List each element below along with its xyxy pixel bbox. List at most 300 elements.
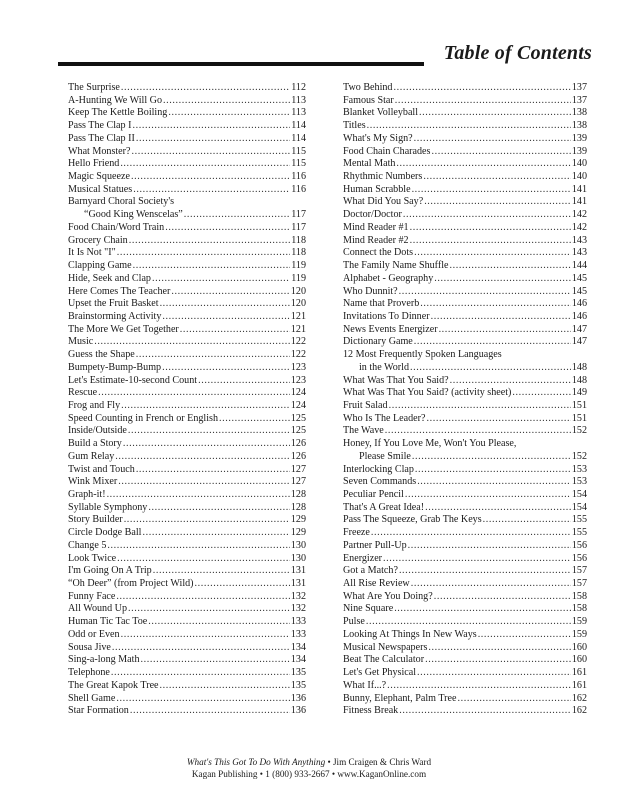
toc-entry-title: Change 5 [68, 539, 107, 551]
dot-leader [136, 464, 290, 477]
toc-entry [68, 324, 306, 337]
toc-entry-title: Keep The Kettle Boiling [68, 107, 168, 119]
toc-entry-page: 147 [571, 336, 587, 348]
dot-leader [198, 375, 290, 388]
dot-leader [428, 642, 570, 655]
dot-leader [130, 705, 290, 718]
toc-entry-page: 135 [290, 667, 306, 679]
toc-entry-page: 139 [571, 145, 587, 157]
toc-entry-title: All Wound Up [68, 603, 128, 615]
toc-entry-page: 140 [571, 158, 587, 170]
toc-entry [68, 196, 306, 209]
dot-leader [399, 705, 571, 718]
toc-entry-page: 113 [291, 107, 306, 119]
dot-leader [417, 667, 571, 680]
toc-entry-page: 138 [571, 107, 587, 119]
toc-entry-page: 152 [571, 425, 587, 437]
toc-entry-title: Musical Newspapers [343, 641, 428, 653]
dot-leader [412, 451, 571, 464]
dot-leader [121, 629, 290, 642]
dot-leader [136, 133, 290, 146]
toc-entry [343, 133, 587, 146]
toc-entry-title: The More We Get Together [68, 323, 179, 335]
toc-entry-page: 139 [571, 132, 587, 144]
toc-entry-title: Human Tic Tac Toe [68, 616, 148, 628]
dot-leader [410, 222, 571, 235]
toc-entry [343, 527, 587, 540]
toc-entry-title: What If...? [343, 679, 387, 691]
dot-leader [219, 413, 290, 426]
toc-entry [68, 438, 306, 451]
toc-entry-title: Barnyard Choral Society's [68, 196, 175, 208]
toc-entry [343, 693, 587, 706]
toc-entry-page: 112 [291, 82, 306, 93]
toc-entry [343, 514, 587, 527]
toc-entry-title: Invitations To Dinner [343, 310, 430, 322]
toc-entry [68, 603, 306, 616]
toc-entry-page: 134 [290, 641, 306, 653]
dot-leader [425, 502, 571, 515]
toc-entry [68, 616, 306, 629]
toc-entry-title: Blanket Volleyball [343, 107, 419, 119]
toc-entry [343, 349, 587, 362]
toc-entry-title: Peculiar Pencil [343, 489, 404, 500]
dot-leader [111, 667, 290, 680]
toc-entry-page: 135 [290, 679, 306, 691]
toc-entry-page: 131 [290, 578, 306, 590]
toc-entry [68, 642, 306, 655]
toc-entry [68, 578, 306, 591]
toc-entry [343, 476, 587, 489]
toc-entry-title: Clapping Game [68, 260, 132, 272]
toc-entry [68, 273, 306, 286]
toc-entry-title: It Is Not "I" [68, 247, 116, 259]
toc-entry [68, 311, 306, 324]
toc-entry [68, 260, 306, 273]
toc-entry-title: Musical Statues [68, 183, 133, 195]
toc-entry-page: 162 [571, 705, 587, 717]
toc-entry-page: 127 [290, 463, 306, 475]
toc-entry [343, 565, 587, 578]
toc-entry-title: Bunny, Elephant, Palm Tree [343, 692, 457, 704]
toc-entry [343, 95, 587, 108]
toc-entry [68, 476, 306, 489]
toc-entry-page: 133 [290, 628, 306, 640]
dot-leader [160, 298, 290, 311]
toc-entry-title: Fitness Break [343, 705, 399, 717]
toc-entry-title: Story Builder [68, 514, 123, 526]
toc-entry-title: Let's Estimate-10-second Count [68, 374, 198, 386]
dot-leader [403, 209, 571, 222]
toc-entry-page: 152 [571, 450, 587, 462]
toc-entry [68, 387, 306, 400]
toc-entry-title: Name that Proverb [343, 298, 420, 310]
toc-entry-title: Pass The Clap II [68, 132, 135, 144]
toc-entry-title: Twist and Touch [68, 463, 135, 475]
toc-entry-title: Freeze [343, 527, 370, 539]
toc-entry-title: Alphabet - Geography [343, 272, 434, 284]
toc-entry-page: 148 [571, 374, 587, 386]
toc-entry [343, 209, 587, 222]
toc-entry-title: Dictionary Game [343, 336, 413, 348]
dot-leader [415, 464, 571, 477]
toc-entry [343, 107, 587, 120]
toc-entry-title: Who Is The Leader? [343, 412, 426, 424]
toc-entry [68, 184, 306, 197]
footer-credits [0, 756, 618, 768]
toc-entry-title: Bumpety-Bump-Bump [68, 361, 162, 373]
toc-entry-title: Shell Game [68, 692, 116, 704]
toc-entry-title: Looking At Things In New Ways [343, 628, 477, 640]
toc-entry-title: Doctor/Doctor [343, 209, 402, 221]
toc-entry-title: Mind Reader #1 [343, 221, 409, 233]
dot-leader [410, 235, 571, 248]
toc-entry [68, 209, 306, 222]
toc-entry-page: 142 [571, 221, 587, 233]
toc-entry-page: 131 [290, 565, 306, 577]
dot-leader [512, 387, 570, 400]
dot-leader [171, 286, 290, 299]
toc-entry-page: 160 [571, 641, 587, 653]
dot-leader [450, 260, 571, 273]
dot-leader [457, 693, 570, 706]
dot-leader [131, 171, 290, 184]
toc-entry-page: 114 [291, 132, 306, 144]
dot-leader [434, 591, 571, 604]
toc-entry [343, 451, 587, 464]
toc-entry [68, 298, 306, 311]
toc-entry-page: 155 [571, 527, 587, 539]
dot-leader [142, 527, 289, 540]
toc-entry-page: 143 [571, 247, 587, 259]
toc-entry [343, 489, 587, 502]
toc-entry-page: 155 [571, 514, 587, 526]
toc-entry-title: Sousa Jive [68, 641, 111, 653]
toc-entry-title: The Surprise [68, 82, 120, 93]
toc-entry-page: 157 [571, 565, 587, 577]
dot-leader [184, 209, 290, 222]
dot-leader [107, 489, 290, 502]
dot-leader [423, 171, 571, 184]
dot-leader [195, 578, 290, 591]
dot-leader [132, 120, 290, 133]
toc-entry [68, 540, 306, 553]
dot-leader [389, 400, 571, 413]
toc-entry-page: 121 [290, 310, 306, 322]
dot-leader [117, 247, 290, 260]
toc-entry-title: Two Behind [343, 82, 393, 93]
footer-authors: • Jim Craigen & Chris Ward [325, 757, 432, 767]
toc-entry-title: Graph-it! [68, 489, 106, 500]
dot-leader [120, 158, 290, 171]
toc-entry-page: 156 [571, 539, 587, 551]
toc-entry-page: 115 [291, 158, 306, 170]
toc-entry-title: Grocery Chain [68, 234, 128, 246]
toc-entry [68, 489, 306, 502]
toc-entry-page: 153 [571, 476, 587, 488]
toc-entry-title: Brainstorming Activity [68, 310, 162, 322]
toc-entry-page: 137 [571, 82, 587, 93]
toc-entry [343, 184, 587, 197]
dot-leader [367, 120, 571, 133]
toc-entry [68, 362, 306, 375]
toc-entry [343, 425, 587, 438]
toc-entry-title: Rescue [68, 387, 98, 399]
dot-leader [419, 107, 571, 120]
toc-entry-title: What Did You Say? [343, 196, 424, 208]
toc-entry-page: 147 [571, 323, 587, 335]
toc-entry [343, 540, 587, 553]
dot-leader [162, 362, 290, 375]
toc-entry-page: 158 [571, 603, 587, 615]
toc-entry-page: 161 [571, 679, 587, 691]
toc-entry-page: 146 [571, 310, 587, 322]
toc-entry [68, 400, 306, 413]
toc-entry-title: Pulse [343, 616, 365, 628]
dot-leader [450, 375, 571, 388]
dot-leader [121, 82, 290, 95]
toc-entry-title: The Wave [343, 425, 384, 437]
toc-entry [343, 120, 587, 133]
toc-entry-page: 120 [290, 298, 306, 310]
toc-entry [343, 298, 587, 311]
toc-entry-page: 126 [290, 450, 306, 462]
toc-entry-page: 140 [571, 171, 587, 183]
toc-entry-title: Telephone [68, 667, 110, 679]
toc-entry [68, 680, 306, 693]
dot-leader [133, 184, 290, 197]
toc-entry [68, 654, 306, 667]
toc-entry [68, 705, 306, 718]
toc-entry-page: 142 [571, 209, 587, 221]
toc-entry-page: 132 [290, 590, 306, 602]
toc-entry-title: What Are You Doing? [343, 590, 433, 602]
toc-entry [68, 171, 306, 184]
toc-entry-title: Star Formation [68, 705, 129, 717]
dot-leader [116, 591, 289, 604]
toc-entry [343, 464, 587, 477]
toc-entry [343, 680, 587, 693]
dot-leader [414, 247, 571, 260]
toc-entry [68, 629, 306, 642]
toc-entry-title: All Rise Review [343, 578, 410, 590]
toc-entry-page: 133 [290, 616, 306, 628]
dot-leader [431, 146, 570, 159]
toc-entry-title: Hide, Seek and Clap [68, 272, 151, 284]
dot-leader [395, 95, 571, 108]
dot-leader [439, 324, 571, 337]
toc-entry [68, 349, 306, 362]
dot-leader [478, 629, 571, 642]
toc-entry-title: Speed Counting in French or English [68, 412, 218, 424]
dot-leader [94, 336, 290, 349]
toc-entry [343, 591, 587, 604]
dot-leader [153, 565, 290, 578]
toc-entry-page: 116 [291, 171, 306, 183]
toc-entry [68, 425, 306, 438]
page-title: Table of Contents [443, 42, 592, 64]
toc-entry [68, 502, 306, 515]
toc-entry-title: Rhythmic Numbers [343, 171, 423, 183]
dot-leader [434, 273, 571, 286]
toc-entry-title: in the World [359, 361, 410, 373]
toc-entry-page: 129 [290, 514, 306, 526]
dot-leader [124, 514, 290, 527]
dot-leader [118, 476, 290, 489]
toc-entry-title: Interlocking Clap [343, 463, 414, 475]
dot-leader [128, 425, 290, 438]
toc-entry-page: 138 [571, 120, 587, 132]
toc-entry-title: Titles [343, 120, 366, 132]
toc-entry-title: Frog and Fly [68, 399, 121, 411]
toc-entry-title: Look Twice [68, 552, 117, 564]
toc-entry-title: Hello Friend [68, 158, 120, 170]
toc-entry-title: Circle Dodge Ball [68, 527, 142, 539]
dot-leader [129, 235, 291, 248]
dot-leader [163, 95, 290, 108]
toc-entry-title: Who Dunnit? [343, 285, 398, 297]
toc-entry-page: 119 [291, 272, 306, 284]
dot-leader [148, 616, 290, 629]
toc-entry-title: Honey, If You Love Me, Won't You Please, [343, 438, 517, 450]
dot-leader [165, 222, 290, 235]
dot-leader [132, 146, 291, 159]
toc-entry [68, 667, 306, 680]
toc-entry-page: 156 [571, 552, 587, 564]
toc-entry-page: 121 [290, 323, 306, 335]
toc-entry-title: Upset the Fruit Basket [68, 298, 159, 310]
dot-leader [98, 387, 290, 400]
toc-entry-page: 145 [571, 285, 587, 297]
toc-entry-page: 128 [290, 501, 306, 513]
dot-leader [483, 514, 571, 527]
toc-entry [68, 336, 306, 349]
toc-entry [68, 286, 306, 299]
dot-leader [115, 451, 290, 464]
toc-entry [343, 705, 587, 718]
toc-entry-page: 141 [571, 183, 587, 195]
toc-entry-page: 151 [571, 412, 587, 424]
toc-entry-title: Inside/Outside [68, 425, 127, 437]
dot-leader [385, 425, 571, 438]
toc-entry-page: 146 [571, 298, 587, 310]
toc-entry [343, 629, 587, 642]
dot-leader [121, 400, 290, 413]
toc-entry-title: “Oh Deer” (from Project Wild) [68, 578, 194, 590]
toc-entry-title: Let's Get Physical [343, 667, 417, 679]
toc-entry-title: Mental Math [343, 158, 396, 170]
toc-entry [343, 146, 587, 159]
toc-entry [343, 616, 587, 629]
toc-entry-page: 130 [290, 539, 306, 551]
toc-entry-title: I'm Going On A Trip [68, 565, 152, 577]
toc-entry-page: 157 [571, 578, 587, 590]
toc-entry [68, 693, 306, 706]
toc-entry-page: 127 [290, 476, 306, 488]
toc-entry-title: “Good King Wenscelas” [84, 209, 183, 221]
toc-entry [68, 222, 306, 235]
footer-publisher: Kagan Publishing • 1 (800) 933-2667 • www.KaganOnline.com [191, 769, 427, 779]
toc-entry-title: 12 Most Frequently Spoken Languages [343, 349, 502, 361]
toc-entry-page: 115 [291, 145, 306, 157]
toc-entry-page: 119 [291, 260, 306, 272]
toc-entry-title: Gum Relay [68, 450, 115, 462]
toc-entry-title: News Events Energizer [343, 323, 438, 335]
toc-entry-title: Energizer [343, 552, 383, 564]
toc-entry-page: 136 [290, 705, 306, 717]
toc-entry [343, 196, 587, 209]
dot-leader [412, 184, 571, 197]
toc-entry-title: Sing-a-long Math [68, 654, 140, 666]
toc-entry-page: 154 [571, 489, 587, 500]
toc-entry-page: 120 [290, 285, 306, 297]
toc-entry-page: 117 [291, 221, 306, 233]
dot-leader [414, 336, 571, 349]
toc-entry [68, 375, 306, 388]
toc-entry [343, 362, 587, 375]
dot-leader [152, 273, 290, 286]
toc-entry-page: 118 [291, 247, 306, 259]
toc-entry [343, 400, 587, 413]
dot-leader [366, 616, 571, 629]
toc-entry-page: 116 [291, 183, 306, 195]
toc-entry-page: 125 [290, 412, 306, 424]
toc-entry-title: Wink Mixer [68, 476, 118, 488]
toc-entry [343, 171, 587, 184]
dot-leader [393, 82, 570, 95]
dot-leader [162, 311, 289, 324]
toc-entry-title: Build a Story [68, 438, 122, 450]
toc-entry-page: 118 [291, 234, 306, 246]
toc-entry [68, 120, 306, 133]
dot-leader [414, 133, 571, 146]
dot-leader [371, 527, 571, 540]
toc-entry-page: 162 [571, 692, 587, 704]
toc-entry-page: 128 [290, 489, 306, 500]
toc-entry-page: 154 [571, 501, 587, 513]
toc-entry-title: What Was That You Said? [343, 374, 449, 386]
dot-leader [128, 603, 290, 616]
toc-entry [68, 247, 306, 260]
toc-entry [343, 82, 587, 95]
toc-entry-page: 148 [571, 361, 587, 373]
dot-leader [148, 502, 290, 515]
toc-entry-page: 122 [290, 349, 306, 361]
dot-leader [408, 540, 571, 553]
toc-entry-title: A-Hunting We Will Go [68, 94, 163, 106]
toc-entry [343, 235, 587, 248]
toc-entry-title: Connect the Dots [343, 247, 414, 259]
dot-leader [383, 553, 571, 566]
dot-leader [141, 654, 290, 667]
toc-entry-page: 149 [571, 387, 587, 399]
toc-entry-title: Guess the Shape [68, 349, 135, 361]
dot-leader [117, 553, 290, 566]
toc-entry-page: 123 [290, 361, 306, 373]
toc-entry-page: 130 [290, 552, 306, 564]
toc-entry [343, 375, 587, 388]
toc-entry-page: 124 [290, 399, 306, 411]
toc-entry-title: Magic Squeeze [68, 171, 130, 183]
toc-entry-title: That's A Great Idea! [343, 501, 425, 513]
toc-entry-page: 132 [290, 603, 306, 615]
toc-entry [68, 107, 306, 120]
toc-entry-title: Famous Star [343, 94, 394, 106]
toc-entry [343, 336, 587, 349]
toc-entry-title: Please Smile [359, 450, 411, 462]
toc-entry-title: Human Scrabble [343, 183, 411, 195]
toc-entry-page: 143 [571, 234, 587, 246]
